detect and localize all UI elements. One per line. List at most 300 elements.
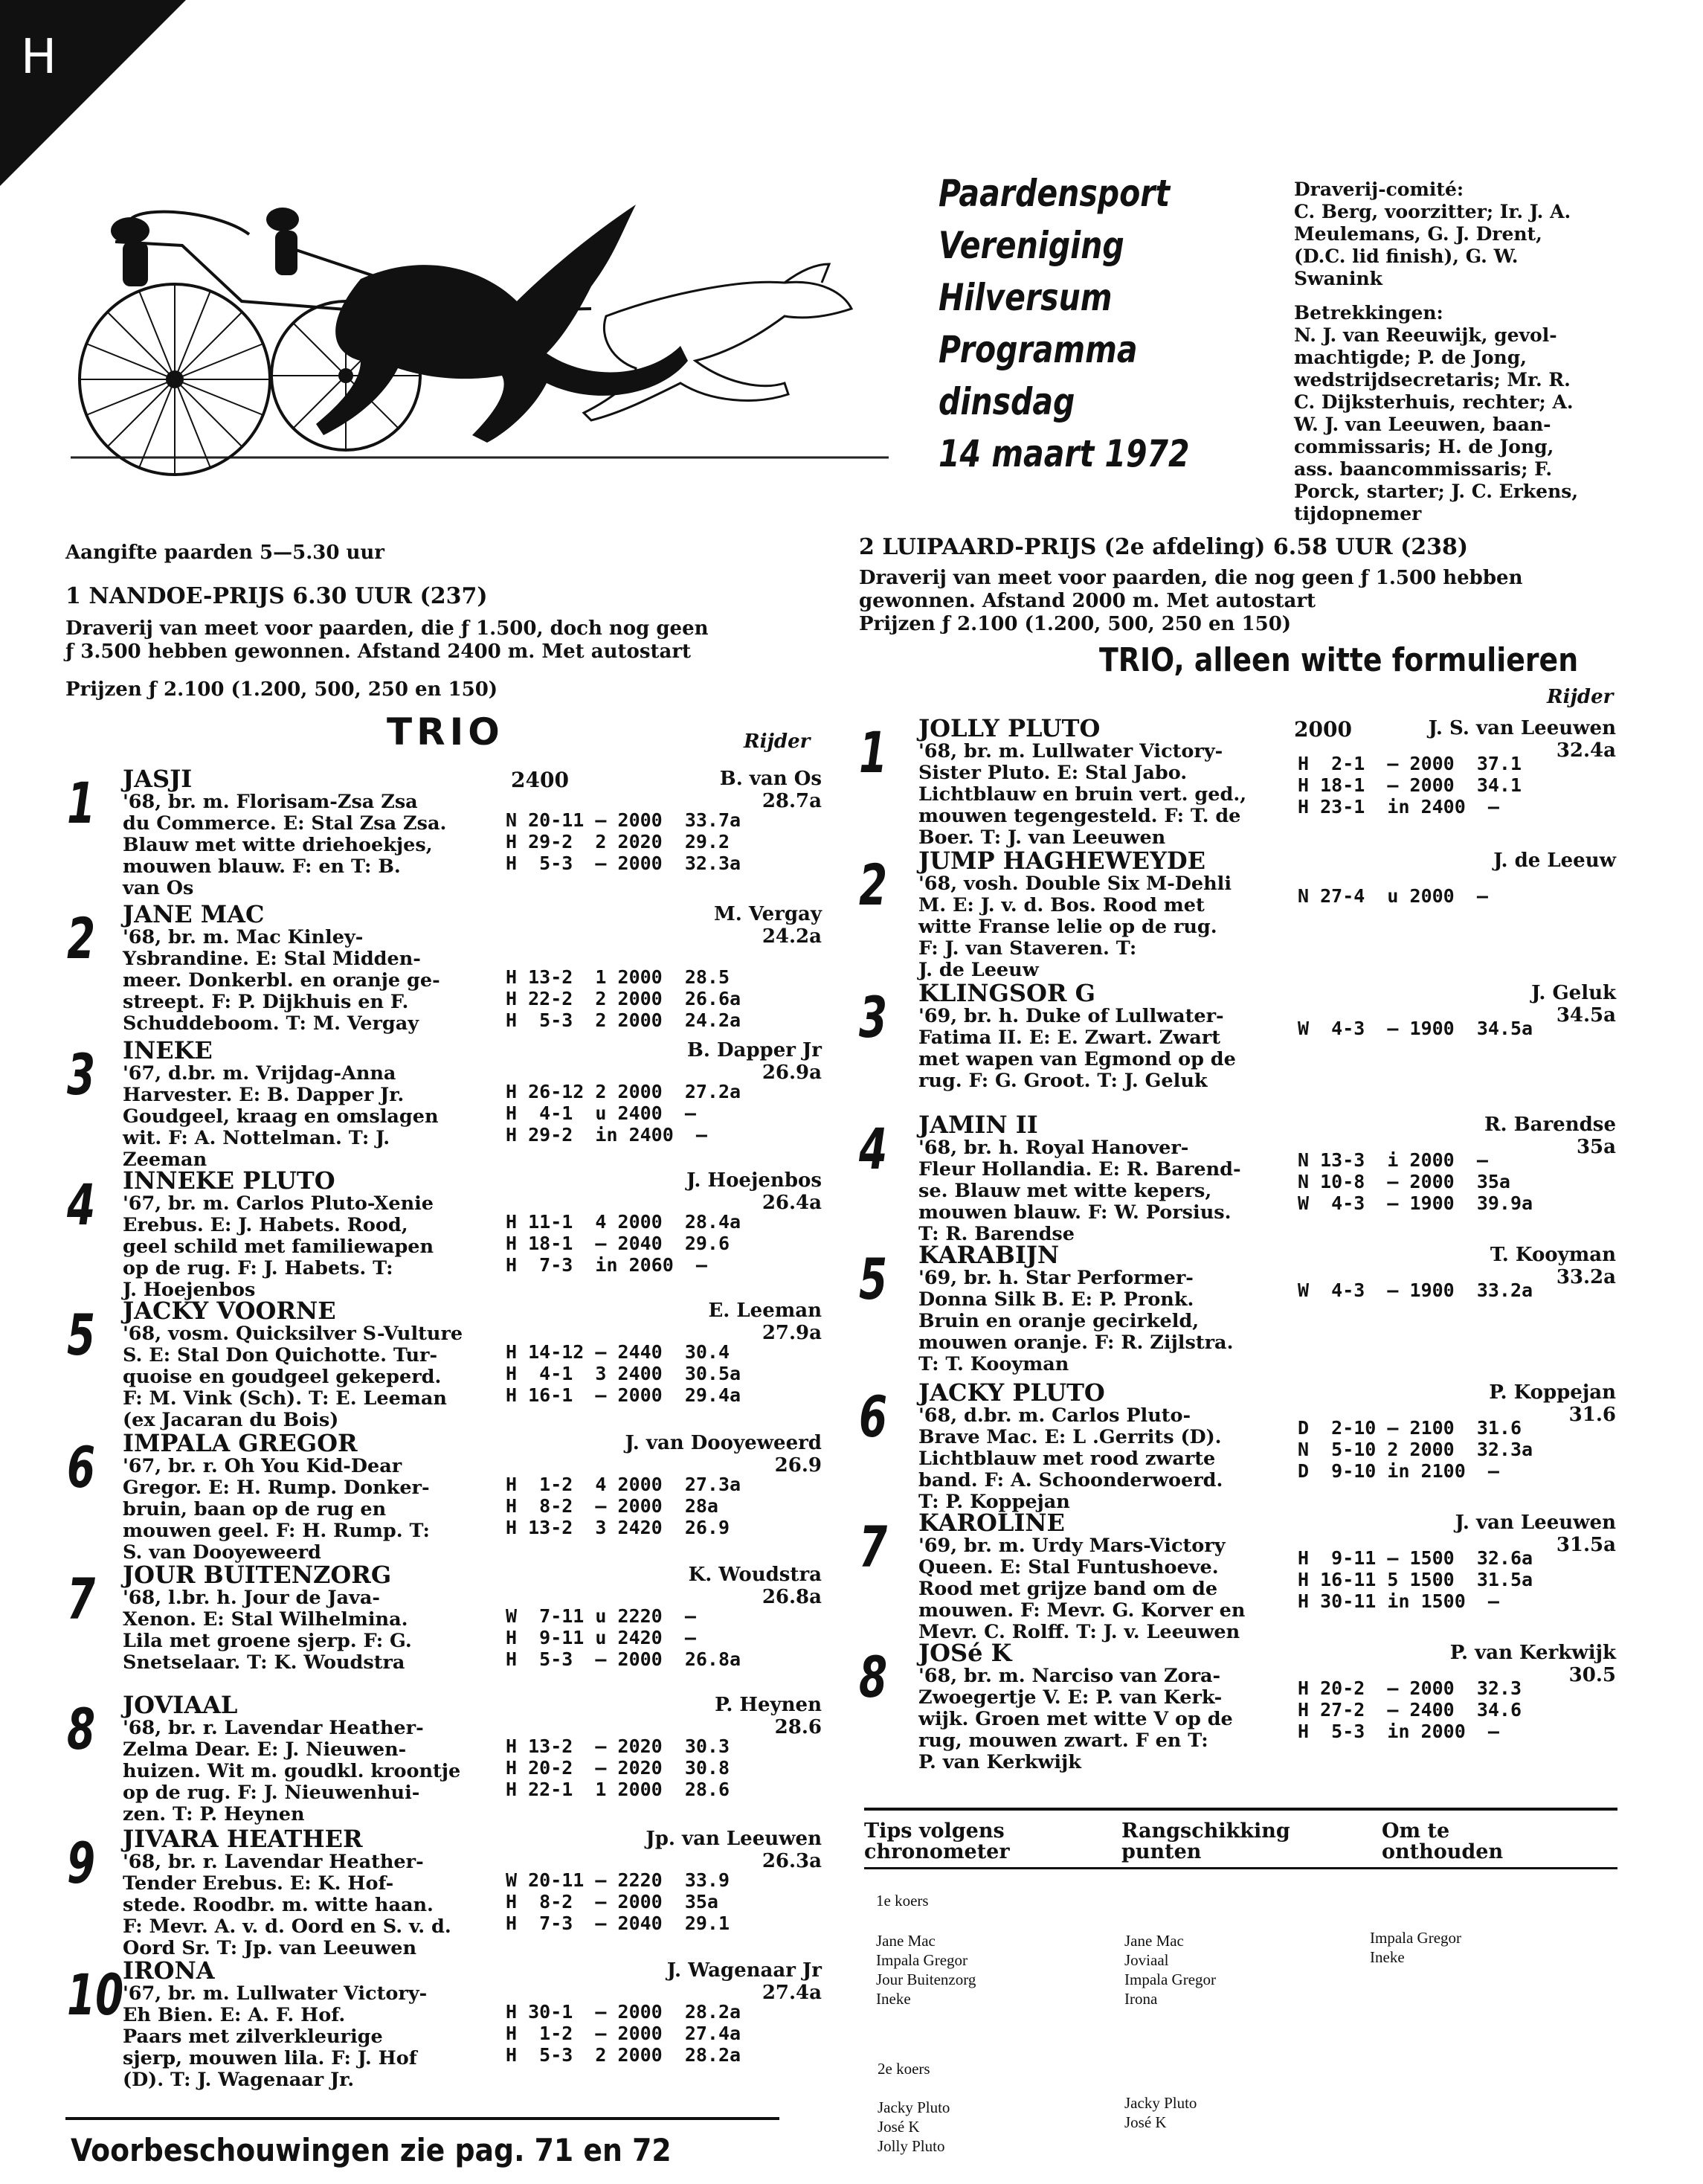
description-line: van Os [123, 877, 194, 899]
description-line: Harvester. E: B. Dapper Jr. [123, 1084, 405, 1106]
race-entry [67, 1825, 822, 1959]
description-line: wijk. Groen met witte V op de [918, 1708, 1233, 1730]
description-line: sjerp, mouwen lila. F: J. Hof [123, 2047, 417, 2069]
best-record: 24.2a [762, 925, 822, 948]
result-line: H 7-3 — 2040 29.1 [506, 1912, 730, 1934]
title-line: Hilversum [939, 276, 1113, 319]
description-line: '68, br. m. Lullwater Victory- [918, 740, 1223, 762]
tip-entry: Jolly Pluto [878, 2137, 945, 2155]
horse-description [123, 1983, 427, 2091]
race-distance: 2400 [511, 768, 569, 792]
description-line: Sister Pluto. E: Stal Jabo. [918, 762, 1188, 784]
harness-racing-illustration [71, 190, 904, 502]
result-line [506, 945, 741, 966]
description-line: Rood met grijze band om de [918, 1578, 1218, 1600]
recent-results [1298, 1417, 1533, 1482]
committee-block [1294, 179, 1621, 525]
horse-description [918, 1137, 1241, 1245]
result-line: H 13-2 — 2020 30.3 [506, 1735, 730, 1757]
race2-description [859, 567, 1625, 613]
result-line: H 22-2 2 2000 26.6a [506, 988, 741, 1009]
result-line: W 7-11 u 2220 — [506, 1605, 696, 1627]
description-line: Tender Erebus. E: K. Hof- [123, 1872, 394, 1895]
entry-number: 4 [859, 1116, 888, 1182]
race1-rijder-label: Rijder [744, 730, 811, 753]
description-line: '67, br. m. Lullwater Victory- [123, 1982, 428, 2005]
jockey-name: T. Kooyman [1490, 1244, 1616, 1266]
jockey-name: J. Wagenaar Jr [666, 1959, 822, 1982]
description-line: Goudgeel, kraag en omslagen [123, 1105, 439, 1128]
description-line: '68, d.br. m. Carlos Pluto- [918, 1404, 1191, 1427]
jockey-name: Jp. van Leeuwen [646, 1828, 822, 1850]
tip-entry: José K [1124, 2113, 1167, 2131]
result-line: H 26-12 2 2000 27.2a [506, 1081, 741, 1102]
description-line: Queen. E: Stal Funtushoeve. [918, 1556, 1219, 1578]
description-line: P. van Kerkwijk [918, 1751, 1081, 1773]
description-line: '68, vosm. Quicksilver S-Vulture [123, 1323, 463, 1345]
result-line: H 1-2 — 2000 27.4a [506, 2023, 741, 2044]
recent-results [1298, 1547, 1533, 1612]
horse-name: JOUR BUITENZORG [123, 1561, 392, 1589]
description-line: Gregor. E: H. Rump. Donker- [123, 1477, 430, 1499]
race-distance: 2000 [1294, 717, 1352, 742]
result-line: H 7-3 in 2060 — [506, 1254, 707, 1276]
description-line: '69, br. h. Duke of Lullwater- [918, 1005, 1224, 1027]
koers1-col3 [1370, 1928, 1461, 1967]
corner-letter: H [21, 30, 57, 85]
result-line: W 20-11 — 2220 33.9 [506, 1869, 730, 1891]
horse-description [123, 1587, 412, 1674]
result-line: H 11-1 4 2000 28.4a [506, 1211, 741, 1233]
description-line: '68, br. r. Lavendar Heather- [123, 1717, 424, 1739]
description-line: Bruin en oranje gecirkeld, [918, 1310, 1200, 1332]
best-record: 35a [1576, 1136, 1616, 1158]
tip-entry: Irona [1124, 1990, 1158, 2008]
horse-name: KAROLINE [918, 1509, 1065, 1537]
description-line: Mevr. C. Rolff. T: J. v. Leeuwen [918, 1621, 1240, 1643]
result-line: H 18-1 — 2000 34.1 [1298, 774, 1522, 796]
tip-entry: Jane Mac [1124, 1932, 1184, 1950]
horse-description [918, 741, 1246, 849]
description-line: meer. Donkerbl. en oranje ge- [123, 969, 440, 992]
race-entry [859, 1378, 1616, 1513]
race-entry [859, 1639, 1616, 1773]
result-line: H 13-2 1 2000 28.5 [506, 966, 730, 988]
koers2-col2 [1124, 2093, 1197, 2132]
jockey-name: P. van Kerkwijk [1449, 1642, 1616, 1664]
description-line: Erebus. E: J. Habets. Rood, [123, 1214, 408, 1236]
description-line: band. F: A. Schoonderwoerd. [918, 1469, 1223, 1491]
best-record: 28.7a [762, 790, 822, 812]
description-line: Oord Sr. T: Jp. van Leeuwen [123, 1937, 417, 1959]
horse-name: JANE MAC [123, 900, 265, 928]
recent-results [506, 1211, 741, 1276]
description-line: '68, br. m. Narciso van Zora- [918, 1665, 1221, 1687]
tips-col3-head-line: Om te [1382, 1820, 1450, 1843]
jockey-name: J. S. van Leeuwen [1428, 717, 1616, 739]
best-record: 26.8a [762, 1586, 822, 1608]
description-line: '68, br. r. Lavendar Heather- [123, 1851, 424, 1873]
horse-name: JASJI [123, 765, 193, 793]
result-line: N 5-10 2 2000 32.3a [1298, 1439, 1533, 1460]
horse-name: IRONA [123, 1956, 215, 1985]
description-line: Schuddeboom. T: M. Vergay [123, 1012, 419, 1035]
tips-col2-head-line: Rangschikking [1121, 1820, 1290, 1843]
result-line: N 27-4 u 2000 — [1298, 885, 1488, 907]
description-line: '69, br. m. Urdy Mars-Victory [918, 1535, 1226, 1557]
horse-description [918, 1666, 1233, 1773]
description-line: Paars met zilverkleurige [123, 2026, 383, 2048]
horse-name: JUMP HAGHEWEYDE [918, 847, 1205, 875]
jockey-name: J. de Leeuw [1493, 849, 1616, 872]
description-line: Zeeman [123, 1149, 207, 1171]
race1-title: 1 NANDOE-PRIJS 6.30 UUR (237) [65, 583, 488, 609]
best-record: 30.5 [1568, 1664, 1616, 1686]
result-line: H 1-2 4 2000 27.3a [506, 1474, 741, 1495]
race2-desc-line: gewonnen. Afstand 2000 m. Met autostart [859, 590, 1316, 612]
description-line: T: T. Kooyman [918, 1353, 1069, 1375]
best-record: 31.5a [1556, 1534, 1616, 1556]
horse-description [918, 873, 1232, 981]
race-entry [859, 1241, 1616, 1375]
race-entry [67, 1036, 822, 1171]
description-line: Lichtblauw en bruin vert. ged., [918, 783, 1247, 806]
best-record: 31.6 [1568, 1404, 1616, 1426]
result-line: H 20-2 — 2020 30.8 [506, 1757, 730, 1779]
entry-number: 3 [67, 1041, 96, 1108]
race2-trio: TRIO, alleen witte formulieren [1099, 641, 1579, 679]
description-line: S. E: Stal Don Quichotte. Tur- [123, 1344, 438, 1366]
description-line: (D). T: J. Wagenaar Jr. [123, 2069, 355, 2091]
recent-results [506, 945, 741, 1031]
horse-description [123, 1456, 430, 1564]
description-line: Fleur Hollandia. E: R. Barend- [918, 1158, 1241, 1181]
entry-number: 7 [67, 1566, 96, 1632]
horse-description [123, 927, 440, 1035]
description-line: '67, br. r. Oh You Kid-Dear [123, 1455, 402, 1477]
horse-description [123, 791, 446, 899]
recent-results [1298, 1677, 1522, 1742]
recent-results [506, 1869, 730, 1934]
result-line: D 2-10 — 2100 31.6 [1298, 1417, 1522, 1439]
entry-number: 1 [67, 770, 96, 836]
horse-name: JOLLY PLUTO [918, 714, 1101, 742]
description-line: zen. T: P. Heynen [123, 1803, 305, 1825]
result-line: H 5-3 2 2000 28.2a [506, 2044, 741, 2066]
race1-description [65, 617, 824, 664]
race2-desc-line: Draverij van meet voor paarden, die nog geen ƒ 1.500 hebben [859, 567, 1523, 589]
committee-line: C. Berg, voorzitter; Ir. J. A. [1294, 201, 1571, 222]
footer-rule [65, 2117, 779, 2120]
description-line: du Commerce. E: Stal Zsa Zsa. [123, 812, 447, 835]
program-title [939, 167, 1251, 480]
best-record: 33.2a [1556, 1266, 1616, 1288]
tip-entry: Ineke [876, 1990, 911, 2008]
best-record: 26.9a [762, 1062, 822, 1084]
committee-heading: Draverij-comité: [1294, 179, 1464, 200]
result-line: H 2-1 — 2000 37.1 [1298, 753, 1522, 774]
description-line: '67, d.br. m. Vrijdag-Anna [123, 1062, 396, 1085]
result-line: H 23-1 in 2400 — [1298, 796, 1499, 818]
jockey-name: J. van Leeuwen [1455, 1512, 1616, 1534]
recent-results [1298, 1279, 1533, 1301]
description-line: Zwoegertje V. E: P. van Kerk- [918, 1686, 1223, 1709]
description-line: '68, l.br. h. Jour de Java- [123, 1587, 380, 1609]
horse-name: JACKY PLUTO [918, 1378, 1105, 1407]
description-line: geel schild met familiewapen [123, 1236, 434, 1258]
entry-number: 3 [859, 984, 888, 1050]
officials-line: wedstrijdsecretaris; Mr. R. [1294, 369, 1571, 391]
result-line: H 13-2 3 2420 26.9 [506, 1517, 730, 1538]
tip-entry: Impala Gregor [876, 1951, 968, 1969]
tip-entry: Jane Mac [876, 1932, 936, 1950]
horse-name: KARABIJN [918, 1241, 1060, 1269]
result-line: H 16-1 — 2000 29.4a [506, 1384, 741, 1406]
recent-results [506, 809, 741, 874]
officials-line: Porck, starter; J. C. Erkens, [1294, 481, 1579, 502]
race-entry [67, 1166, 822, 1301]
jockey-name: J. Hoejenbos [686, 1169, 822, 1192]
entry-number: 5 [859, 1246, 888, 1312]
best-record: 32.4a [1556, 739, 1616, 762]
race-entry [67, 765, 822, 899]
entry-number: 9 [67, 1830, 96, 1896]
race-entry [67, 1429, 822, 1564]
horse-description [123, 1193, 434, 1301]
officials-heading: Betrekkingen: [1294, 302, 1443, 324]
jockey-name: B. Dapper Jr [686, 1039, 822, 1062]
horse-name: KLINGSOR G [918, 979, 1095, 1007]
race-entry [859, 980, 1616, 1107]
tip-entry: Jour Buitenzorg [876, 1971, 976, 1988]
committee-line: (D.C. lid finish), G. W. [1294, 245, 1519, 267]
jockey-name: R. Barendse [1484, 1114, 1616, 1136]
tips-col2-head [1121, 1821, 1290, 1863]
description-line: Donna Silk B. E: P. Pronk. [918, 1288, 1194, 1311]
result-line: N 10-8 — 2000 35a [1298, 1171, 1510, 1192]
description-line: '68, br. h. Royal Hanover- [918, 1137, 1189, 1159]
aangifte-note: Aangifte paarden 5—5.30 uur [65, 542, 384, 564]
race-entry [859, 714, 1616, 849]
description-line: M. E: J. v. d. Bos. Rood met [918, 894, 1205, 916]
description-line: mouwen geel. F: H. Rump. T: [123, 1520, 430, 1542]
result-line: H 29-2 in 2400 — [506, 1124, 707, 1146]
race2-prizes: Prijzen ƒ 2.100 (1.200, 500, 250 en 150) [859, 613, 1292, 635]
horse-description [123, 1063, 439, 1171]
description-line: T: R. Barendse [918, 1223, 1075, 1245]
jockey-name: B. van Os [719, 768, 822, 790]
horse-description [918, 1535, 1245, 1643]
entry-number: 8 [859, 1644, 888, 1710]
description-line: mouwen blauw. F: en T: B. [123, 855, 401, 878]
best-record: 26.9 [774, 1454, 822, 1477]
officials-line: C. Dijksterhuis, rechter; A. [1294, 391, 1574, 413]
result-line: H 4-1 u 2400 — [506, 1102, 696, 1124]
entry-number: 2 [859, 852, 888, 918]
horse-name: JOSé K [918, 1639, 1012, 1667]
race-entry [67, 1562, 822, 1689]
result-line: H 30-1 — 2000 28.2a [506, 2001, 741, 2023]
description-line: mouwen tegengesteld. F: T. de [918, 805, 1241, 827]
recent-results [1298, 885, 1488, 907]
recent-results [506, 1341, 741, 1406]
jockey-name: J. Geluk [1531, 982, 1616, 1004]
koers1-col2 [1124, 1931, 1216, 2008]
recent-results [506, 1474, 741, 1538]
jockey-name: P. Heynen [715, 1694, 822, 1716]
result-line: H 14-12 — 2440 30.4 [506, 1341, 730, 1363]
result-line: H 29-2 2 2020 29.2 [506, 831, 730, 852]
result-line: H 8-2 — 2000 35a [506, 1891, 718, 1912]
corner-tab [0, 0, 186, 186]
description-line: stede. Roodbr. m. witte haan. [123, 1894, 434, 1916]
description-line: witte Franse lelie op de rug. [918, 916, 1217, 938]
result-line: W 4-3 — 1900 39.9a [1298, 1192, 1533, 1214]
result-line: H 27-2 — 2400 34.6 [1298, 1699, 1522, 1721]
result-line: W 4-3 — 1900 34.5a [1298, 1018, 1533, 1039]
description-line: S. van Dooyeweerd [123, 1541, 321, 1564]
best-record: 26.3a [762, 1850, 822, 1872]
entry-number: 4 [67, 1172, 96, 1238]
entry-number: 10 [67, 1962, 124, 2028]
officials-line: ass. baancommissaris; F. [1294, 458, 1553, 480]
horse-description [918, 1405, 1223, 1513]
tips-top-rule [864, 1808, 1617, 1811]
race1-prizes: Prijzen ƒ 2.100 (1.200, 500, 250 en 150) [65, 678, 498, 701]
tip-entry: Jacky Pluto [878, 2098, 950, 2116]
description-line: Zelma Dear. E: J. Nieuwen- [123, 1738, 407, 1761]
tips-col2-head-line: punten [1121, 1840, 1202, 1863]
tip-entry: Joviaal [1124, 1951, 1169, 1969]
officials-line: N. J. van Reeuwijk, gevol- [1294, 324, 1557, 346]
koers1-label: 1e koers [876, 1892, 929, 1910]
tip-entry: José K [878, 2118, 920, 2136]
entry-number: 2 [67, 905, 96, 971]
tips-col1-head-line: Tips volgens [864, 1820, 1005, 1843]
best-record: 27.4a [762, 1982, 822, 2004]
recent-results [506, 1605, 741, 1670]
description-line: streept. F: P. Dijkhuis en F. [123, 991, 409, 1013]
race-entry [859, 847, 1616, 981]
race-entry [67, 900, 822, 1035]
recent-results [1298, 1018, 1533, 1039]
title-line: Vereniging [939, 224, 1124, 267]
description-line: mouwen blauw. F: W. Porsius. [918, 1201, 1232, 1224]
officials-line: machtigde; P. de Jong, [1294, 347, 1527, 368]
recent-results [1298, 753, 1522, 818]
result-line: H 20-2 — 2000 32.3 [1298, 1677, 1522, 1699]
result-line: N 20-11 — 2000 33.7a [506, 809, 741, 831]
description-line: Lila met groene sjerp. F: G. [123, 1630, 412, 1652]
officials-line: W. J. van Leeuwen, baan- [1294, 414, 1551, 435]
tip-entry: Ineke [1370, 1948, 1405, 1966]
entry-number: 5 [67, 1302, 96, 1368]
result-line: H 4-1 3 2400 30.5a [506, 1363, 741, 1384]
description-line: Snetselaar. T: K. Woudstra [123, 1651, 405, 1674]
result-line: H 5-3 2 2000 24.2a [506, 1009, 741, 1031]
horse-description [918, 1006, 1236, 1092]
race1-desc-line: Draverij van meet voor paarden, die ƒ 1.500, doch nog geen [65, 617, 709, 640]
description-line: wit. F: A. Nottelman. T: J. [123, 1127, 390, 1149]
race-entry [859, 1111, 1616, 1245]
tip-entry: Impala Gregor [1124, 1971, 1217, 1988]
koers2-col1 [878, 2098, 950, 2156]
horse-name: IMPALA GREGOR [123, 1429, 358, 1457]
recent-results [506, 2001, 741, 2066]
result-line: H 9-11 — 1500 32.6a [1298, 1547, 1533, 1569]
tips-col3-head [1382, 1821, 1503, 1863]
best-record: 27.9a [762, 1322, 822, 1344]
description-line: '67, br. m. Carlos Pluto-Xenie [123, 1192, 434, 1215]
description-line: '68, br. m. Florisam-Zsa Zsa [123, 791, 418, 813]
description-line: Ysbrandine. E: Stal Midden- [123, 948, 421, 970]
description-line: T: P. Koppejan [918, 1491, 1070, 1513]
horse-description [918, 1268, 1233, 1375]
description-line: Blauw met witte driehoekjes, [123, 834, 433, 856]
race-entry [859, 1509, 1616, 1643]
entry-number: 1 [859, 719, 888, 786]
result-line: H 5-3 in 2000 — [1298, 1721, 1499, 1742]
description-line: op de rug. F: J. Nieuwenhui- [123, 1782, 420, 1804]
horse-description [123, 1323, 463, 1431]
horse-name: INEKE [123, 1036, 213, 1064]
description-line: F: M. Vink (Sch). T: E. Leeman [123, 1387, 447, 1410]
footer-note: Voorbeschouwingen zie pag. 71 en 72 [71, 2132, 672, 2168]
jockey-name: P. Koppejan [1489, 1381, 1616, 1404]
description-line: bruin, baan op de rug en [123, 1498, 387, 1520]
horse-name: JOVIAAL [123, 1691, 238, 1719]
result-line: H 9-11 u 2420 — [506, 1627, 696, 1648]
horse-name: INNEKE PLUTO [123, 1166, 335, 1195]
recent-results [1298, 1149, 1533, 1214]
entry-number: 7 [859, 1514, 888, 1580]
result-line: W 4-3 — 1900 33.2a [1298, 1279, 1533, 1301]
officials-line: tijdopnemer [1294, 503, 1422, 524]
result-line: D 9-10 in 2100 — [1298, 1460, 1499, 1482]
entry-number: 6 [67, 1434, 96, 1500]
title-line: 14 maart 1972 [939, 432, 1190, 475]
best-record: 34.5a [1556, 1004, 1616, 1027]
committee-line: Swanink [1294, 268, 1382, 289]
description-line: J. Hoejenbos [123, 1279, 256, 1301]
description-line: F: J. van Staveren. T: [918, 937, 1137, 960]
result-line: H 30-11 in 1500 — [1298, 1590, 1499, 1612]
tips-col1-head [864, 1821, 1010, 1863]
description-line: rug. F: G. Groot. T: J. Geluk [918, 1070, 1208, 1092]
description-line: Boer. T: J. van Leeuwen [918, 826, 1166, 849]
race-entry [67, 1691, 822, 1825]
tip-entry: Impala Gregor [1370, 1929, 1462, 1947]
description-line: (ex Jacaran du Bois) [123, 1409, 339, 1431]
best-record: 28.6 [774, 1716, 822, 1738]
horse-name: JACKY VOORNE [123, 1297, 336, 1325]
title-line: dinsdag [939, 380, 1075, 423]
description-line: met wapen van Egmond op de [918, 1048, 1236, 1070]
description-line: '68, vosh. Double Six M-Dehli [918, 873, 1232, 895]
koers2-label: 2e koers [878, 2060, 930, 2078]
description-line: '68, br. m. Mac Kinley- [123, 926, 364, 948]
result-line: H 8-2 — 2000 28a [506, 1495, 718, 1517]
committee-line: Meulemans, G. J. Drent, [1294, 223, 1542, 245]
description-line: quoise en goudgeel gekeperd. [123, 1366, 442, 1388]
jockey-name: M. Vergay [713, 903, 822, 925]
entry-number: 6 [859, 1384, 888, 1450]
result-line: H 5-3 — 2000 32.3a [506, 852, 741, 874]
race1-desc-line: ƒ 3.500 hebben gewonnen. Afstand 2400 m. Met autostart [65, 640, 692, 663]
title-line: Paardensport [939, 172, 1171, 215]
horse-name: JIVARA HEATHER [123, 1825, 363, 1853]
tips-col3-head-line: onthouden [1382, 1840, 1504, 1863]
